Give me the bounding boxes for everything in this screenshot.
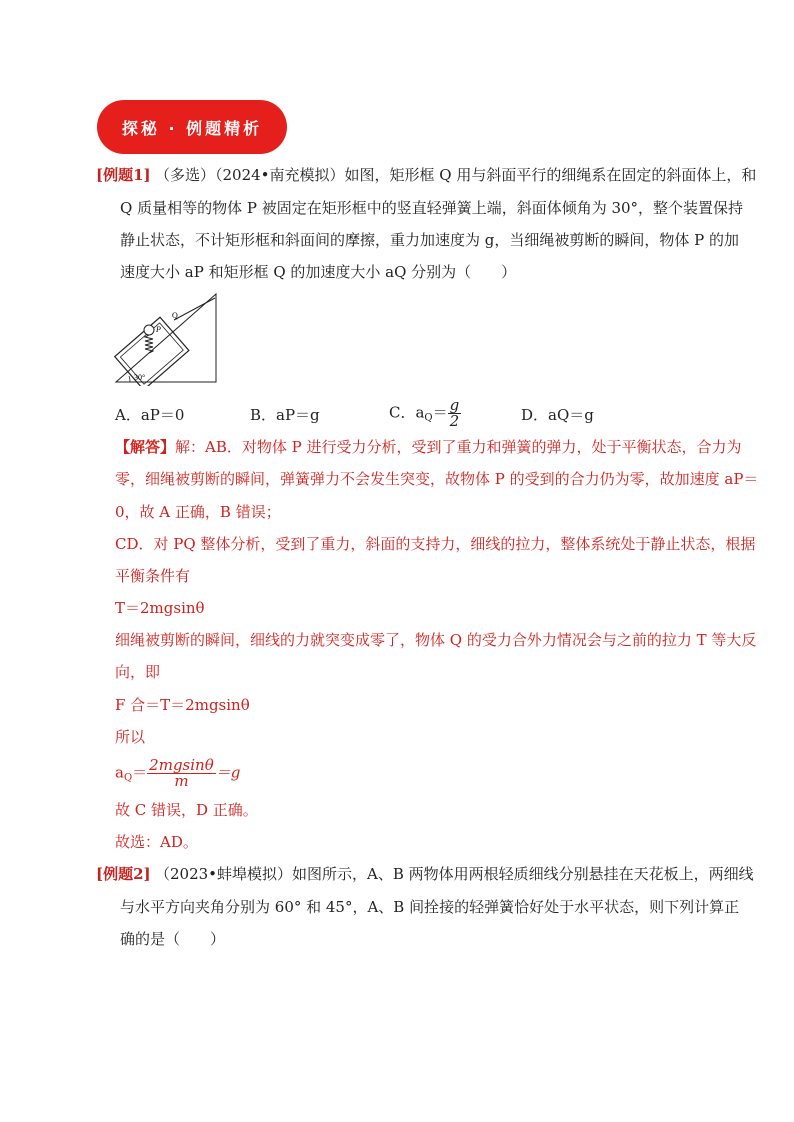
answer-line-2: 零，细绳被剪断的瞬间，弹簧弹力不会发生突变，故物体 P 的受到的合力仍为零，故加速度 aP＝ <box>115 470 759 488</box>
ball-p <box>144 325 154 335</box>
example2-tag: [例题2] <box>96 865 151 883</box>
rope <box>174 298 215 320</box>
example2-line-2: 与水平方向夹角分别为 60° 和 45°，A、B 间拴接的轻弹簧恰好处于水平状态，则下列计算正 <box>120 898 740 916</box>
example1-tag: [例题1] <box>96 166 151 184</box>
example1-line-1: （多选）（2024•南充模拟）如图，矩形框 Q 用与斜面平行的细绳系在固定的斜面体上，和 <box>155 166 757 184</box>
section-banner-title: 探秘 · 例题精析 <box>121 118 263 138</box>
example1-header <box>96 165 151 185</box>
label-q: Q <box>172 311 178 320</box>
example1-line-3: 静止状态，不计矩形框和斜面间的摩擦，重力加速度为 g，当细绳被剪断的瞬间，物体 P 的加 <box>120 231 740 249</box>
option-b: B．aP＝g <box>250 406 320 424</box>
example2-line-1: （2023•蚌埠模拟）如图所示，A、B 两物体用两根轻质细线分别悬挂在天花板上，两细线 <box>155 865 754 883</box>
option-d: D．aQ＝g <box>521 406 594 424</box>
spring <box>145 335 153 353</box>
answer-line-1: 【解答】解：AB．对物体 P 进行受力分析，受到了重力和弹簧的弹力，处于平衡状态，合力为 <box>115 438 742 456</box>
answer-line-4: CD．对 PQ 整体分析，受到了重力，斜面的支持力，细线的拉力，整体系统处于静止状态，根据 <box>115 535 756 553</box>
answer-line-3: 0，故 A 正确，B 错误； <box>115 503 281 521</box>
answer-label: 【解答】 <box>115 438 176 456</box>
answer-line-8: 向，即 <box>115 663 161 681</box>
example1-figure <box>112 290 222 386</box>
answer-line-10: 所以 <box>115 728 146 746</box>
answer-line-5: 平衡条件有 <box>115 567 191 585</box>
label-p: P <box>156 325 161 334</box>
example1-line-2: Q 质量相等的物体 P 被固定在矩形框中的竖直轻弹簧上端，斜面体倾角为 30°，整个装置保持 <box>120 199 744 217</box>
section-banner <box>97 100 287 154</box>
example1-line-4: 速度大小 aP 和矩形框 Q 的加速度大小 aQ 分别为（ ） <box>120 263 517 281</box>
answer-line-7: 细绳被剪断的瞬间，细线的力就突变成零了，物体 Q 的受力合外力情况会与之前的拉力 T 等大反 <box>115 631 757 649</box>
option-a: A．aP＝0 <box>115 406 185 424</box>
answer-formula: $a_Q=$ $\frac{2mgsin\theta}{m}$ ＝g <box>115 756 241 790</box>
answer-end-2: 故选：AD。 <box>115 833 198 851</box>
example2-header <box>96 864 151 884</box>
answer-end-1: 故 C 错误，D 正确。 <box>115 801 258 819</box>
label-angle: 30° <box>134 373 146 382</box>
option-c: C．$a_Q=$ $\frac{g}{2}$ <box>389 396 460 430</box>
example2-line-3: 确的是（ ） <box>120 930 226 948</box>
answer-line-6: T＝2mgsinθ <box>115 599 205 617</box>
answer-line-9: F 合＝T＝2mgsinθ <box>115 696 250 714</box>
